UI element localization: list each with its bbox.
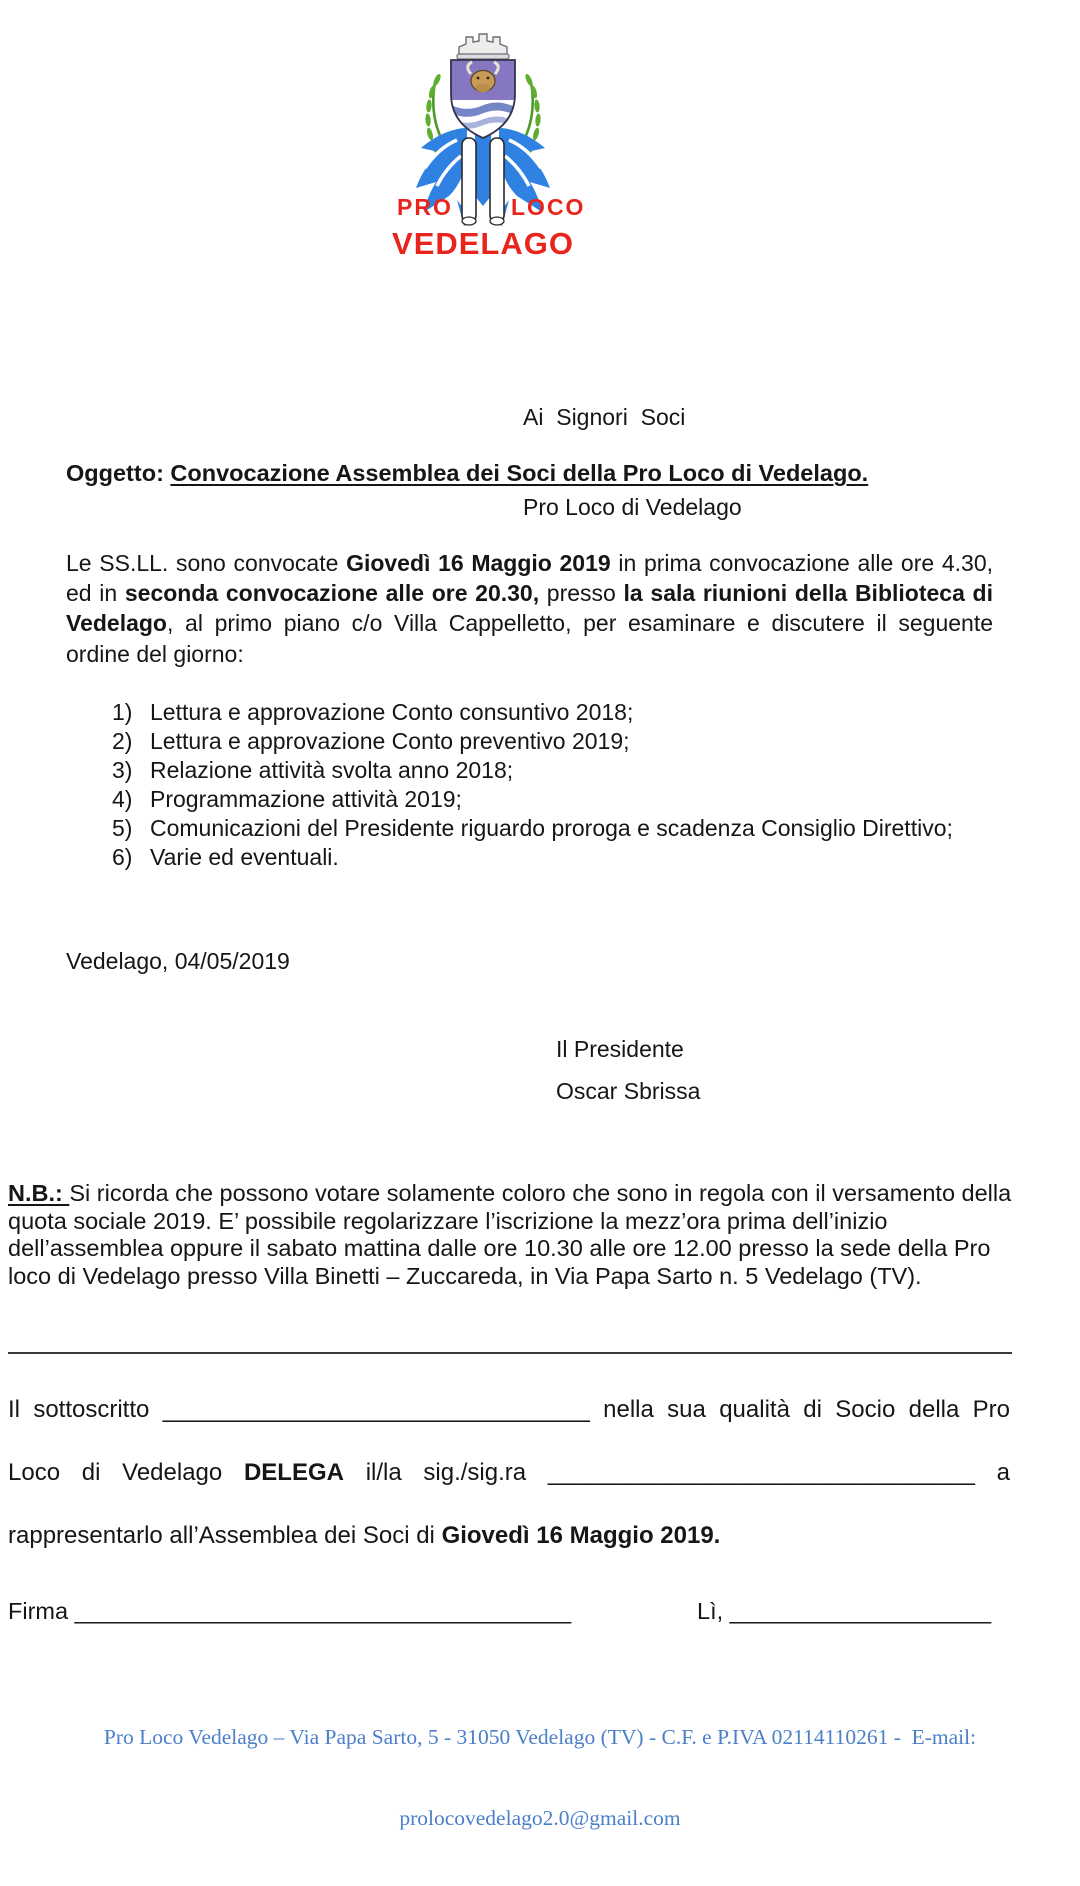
agenda-item [112,756,964,785]
agenda-item [112,727,964,756]
subject-line: Oggetto: Convocazione Assemblea dei Soci della Pro Loco di Vedelago. [66,460,869,486]
signature-name: Oscar Sbrissa [556,1078,701,1104]
pro-loco-logo [345,28,621,268]
nb-paragraph: N.B.: Si ricorda che possono votare solamente coloro che sono in regola con il versamento della quota sociale 2019. E’ possibile regolarizzare l’iscrizione la mezz’ora prima dell’inizio dell’assemblea oppure il sabato mattina dalle ore 10.30 alle ore 12.00 presso la sede della Pro loco di Vedelago presso Villa Binetti – Zuccareda, in Via Papa Sarto n. 5 Vedelago (TV). [8,1180,1012,1289]
logo-text-vedelago: VEDELAGO [392,226,574,261]
agenda-item [112,814,964,843]
agenda-item-number: 2) [112,728,133,754]
crown-icon [457,34,509,59]
signature-block [556,1036,700,1105]
signature-fields-row [8,1598,1012,1625]
scrolls-icon [457,132,509,226]
li-label: Lì, [697,1598,730,1624]
recipient-line-2: Pro Loco di Vedelago [523,494,742,520]
blank-line: ________________________________ [162,1396,590,1423]
footer-line-2: prolocovedelago2.0@gmail.com [399,1806,681,1830]
agenda-item-number: 3) [112,757,133,783]
delegation-line-2: Loco di Vedelago DELEGA il/la sig./sig.ra ________________________________ a [8,1459,1011,1486]
agenda-item-text: Lettura e approvazione Conto consuntivo 2018; [150,699,634,725]
li-blank-line: ____________________ [729,1598,992,1624]
firma-label: Firma [8,1598,75,1624]
agenda-item-number: 1) [112,699,133,725]
agenda-list [112,698,964,872]
dateline: Vedelago, 04/05/2019 [66,948,290,974]
agenda-item [112,785,964,814]
footer [0,1670,1080,1886]
footer-line-1: Pro Loco Vedelago – Via Papa Sarto, 5 - 31050 Vedelago (TV) - C.F. e P.IVA 02114110261 - E-mail: [103,1725,977,1749]
signature-role: Il Presidente [556,1036,684,1062]
agenda-item-text: Varie ed eventuali. [150,844,339,870]
delegation-line-3: rappresentarlo all’Assemblea dei Soci di Giovedì 16 Maggio 2019. [8,1522,721,1549]
agenda-item-number: 4) [112,786,133,812]
firma-blank-line: ______________________________________ [74,1598,572,1624]
agenda-item-text: Comunicazioni del Presidente riguardo proroga e scadenza Consiglio Direttivo; [150,815,953,841]
blank-line: ________________________________ [547,1459,975,1486]
recipient-line-1: Ai Signori Soci [523,404,686,430]
logo-text-pro: PRO [397,194,453,220]
li-group [697,1598,991,1625]
agenda-item-text: Lettura e approvazione Conto preventivo 2019; [150,728,630,754]
intro-paragraph: Le SS.LL. sono convocate Giovedì 16 Maggio 2019 in prima convocazione alle ore 4.30, ed in seconda convocazione alle ore 20.30, presso la sala riunioni della Biblioteca di Vedelago, al primo piano c/o Villa Cappelletto, per esaminare e discutere il seguente ordine del giorno: [66,550,994,667]
delegation-line-1: Il sottoscritto ________________________________ nella sua qualità di Socio della Pro [8,1396,1011,1423]
shield-icon [449,60,517,138]
separator-line [8,1340,1012,1354]
agenda-item-text: Relazione attività svolta anno 2018; [150,757,514,783]
agenda-item-number: 6) [112,844,133,870]
agenda-item-number: 5) [112,815,133,841]
logo-text-loco: LOCO [511,194,586,220]
agenda-item-text: Programmazione attività 2019; [150,786,462,812]
agenda-item [112,843,964,872]
agenda-item [112,698,964,727]
